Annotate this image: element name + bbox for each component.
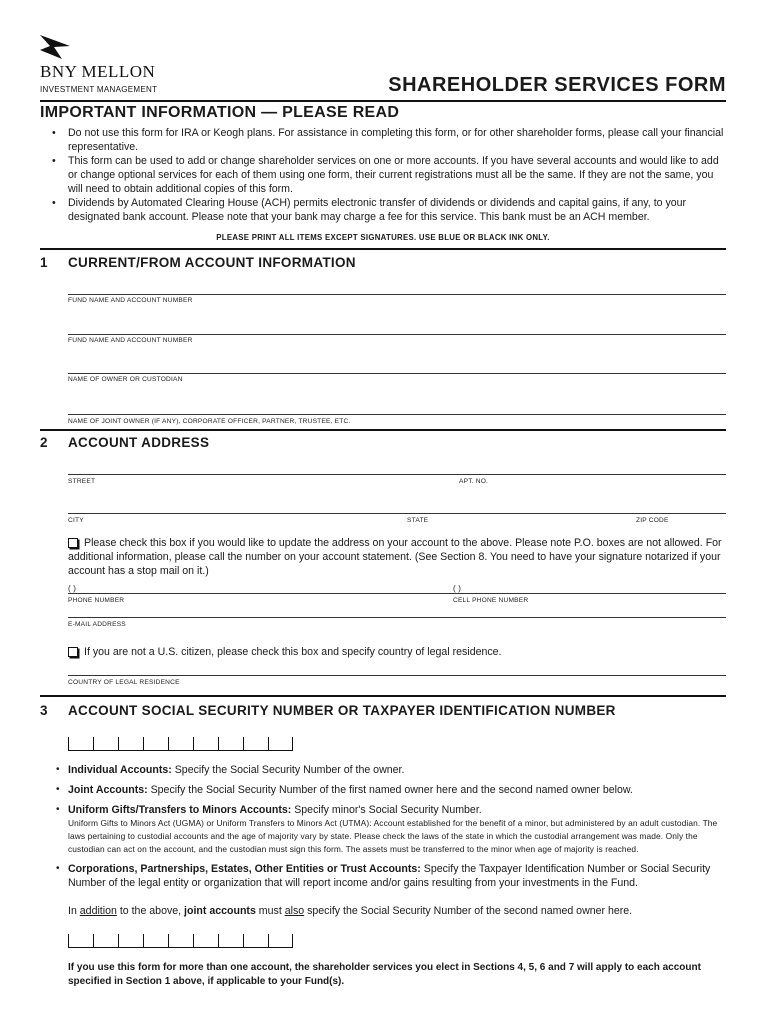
section-number: 3 bbox=[40, 703, 48, 718]
field-label: E-MAIL ADDRESS bbox=[68, 621, 126, 628]
address-update-text: Please check this box if you would like to update the address on your account to the above. Please note P.O. boxes are not allowed. For additional information, please call the number on your account statement. (See Section 8. You need to have your signature notarized if your account has a stop mail on it.) bbox=[68, 537, 722, 577]
field-label: STATE bbox=[407, 517, 429, 524]
field-label: COUNTRY OF LEGAL RESIDENCE bbox=[68, 679, 180, 686]
section-divider bbox=[40, 429, 726, 431]
owner-name-field[interactable] bbox=[68, 373, 726, 374]
list-item: • Corporations, Partnerships, Estates, Other Entities or Trust Accounts: Specify the Taxpayer Identification Number or Social Security Number of the legal entity or organization that will report income and/or gains resulting from your investments in the Fund. bbox=[56, 862, 726, 890]
field-label: NAME OF JOINT OWNER (IF ANY), CORPORATE OFFICER, PARTNER, TRUSTEE, ETC. bbox=[68, 418, 351, 425]
fund-account-2-field[interactable] bbox=[68, 334, 726, 335]
brand-subtitle: INVESTMENT MANAGEMENT bbox=[40, 85, 158, 94]
print-instructions: PLEASE PRINT ALL ITEMS EXCEPT SIGNATURES. USE BLUE OR BLACK INK ONLY. bbox=[216, 233, 550, 242]
phone-field[interactable] bbox=[68, 593, 726, 594]
joint-accounts-note: In addition to the above, joint accounts must also specify the Social Security Number of the second named owner here. bbox=[68, 905, 633, 917]
section-title: ACCOUNT ADDRESS bbox=[68, 435, 210, 450]
header-divider bbox=[40, 100, 726, 102]
section-title: CURRENT/FROM ACCOUNT INFORMATION bbox=[68, 255, 356, 270]
citizen-option bbox=[68, 645, 728, 659]
multi-account-note: If you use this form for more than one account, the shareholder services you elect in Sections 4, 5, 6 and 7 will apply to each account specified in Section 1 above, if applicable to your Fund(s). bbox=[68, 962, 701, 987]
section-title: ACCOUNT SOCIAL SECURITY NUMBER OR TAXPAYER IDENTIFICATION NUMBER bbox=[68, 703, 616, 718]
list-item: • Individual Accounts: Specify the Social Security Number of the owner. bbox=[56, 763, 726, 777]
joint-owner-field[interactable] bbox=[68, 414, 726, 415]
phone-area-code: ( ) bbox=[68, 584, 77, 593]
section-2-heading bbox=[40, 435, 209, 450]
country-field[interactable] bbox=[68, 675, 726, 676]
section-divider bbox=[40, 248, 726, 250]
important-list bbox=[52, 126, 726, 224]
section-3-heading bbox=[40, 703, 616, 718]
section-1-heading bbox=[40, 255, 356, 270]
field-label: STREET bbox=[68, 478, 96, 485]
field-label: FUND NAME AND ACCOUNT NUMBER bbox=[68, 297, 193, 304]
citizen-text: If you are not a U.S. citizen, please check this box and specify country of legal residence. bbox=[84, 646, 502, 658]
field-label: CELL PHONE NUMBER bbox=[453, 597, 529, 604]
cell-area-code: ( ) bbox=[453, 584, 462, 593]
field-label: NAME OF OWNER OR CUSTODIAN bbox=[68, 376, 183, 383]
bny-mellon-logo-icon bbox=[38, 33, 72, 61]
section-number: 1 bbox=[40, 255, 48, 270]
important-heading: IMPORTANT INFORMATION — PLEASE READ bbox=[40, 104, 400, 121]
street-field[interactable] bbox=[68, 474, 726, 475]
address-update-option bbox=[68, 536, 728, 578]
fund-account-1-field[interactable] bbox=[68, 294, 726, 295]
list-item: • Uniform Gifts/Transfers to Minors Accounts: Specify minor's Social Security Number. Uniform Gifts to Minors Act (UGMA) or Uniform Transfers to Minors Act (UTMA): Account established for the benefit of a minor, but administered by an adult custodian. The laws pertaining to custodial accounts and the age of majority vary by state. Please check the laws of the state in which the custodial arrangement was made. Only the custodian can act on the account, and the custodian must sign this form. The assets must be transferred to the minor when age of majority is reached. bbox=[56, 803, 726, 856]
field-label: PHONE NUMBER bbox=[68, 597, 125, 604]
important-bullet: • Do not use this form for IRA or Keogh plans. For assistance in completing this form, or for other shareholder forms, please call your financial representative. bbox=[52, 126, 726, 154]
section-number: 2 bbox=[40, 435, 48, 450]
brand-name: BNY MELLON bbox=[40, 62, 156, 81]
important-bullet: • Dividends by Automated Clearing House (ACH) permits electronic transfer of dividends or dividends and capital gains, if any, to your designated bank account. Please note that your bank may charge a fee for this service. This bank must be an ACH member. bbox=[52, 196, 726, 224]
address-update-checkbox[interactable] bbox=[68, 538, 78, 548]
non-citizen-checkbox[interactable] bbox=[68, 647, 78, 657]
list-item: • Joint Accounts: Specify the Social Security Number of the first named owner here and the second named owner below. bbox=[56, 783, 726, 797]
email-field[interactable] bbox=[68, 617, 726, 618]
ugma-note: Uniform Gifts to Minors Act (UGMA) or Uniform Transfers to Minors Act (UTMA): Account established for the benefit of a minor, but administered by an adult custodian. The laws pertaining to custodial accounts and the age of majority vary by state. Please check the laws of the state in which the custodial arrangement was made. Only the custodian can act on the account, and the custodian must sign this form. The assets must be transferred to the minor when age of majority is reached. bbox=[68, 818, 718, 854]
important-bullet: • This form can be used to add or change shareholder services on one or more accounts. If you have several accounts and would like to add or change optional services for each of them using one form, their current registrations must all be the same. If they are not the same, you will need to obtain additional copies of this form. bbox=[52, 154, 726, 196]
city-state-zip-field[interactable] bbox=[68, 513, 726, 514]
ssn-input-1[interactable] bbox=[68, 737, 293, 751]
ssn-input-2[interactable] bbox=[68, 934, 293, 948]
field-label: ZIP CODE bbox=[636, 517, 669, 524]
field-label: APT. NO. bbox=[459, 478, 489, 485]
form-title: SHAREHOLDER SERVICES FORM bbox=[388, 74, 726, 96]
section-divider bbox=[40, 695, 726, 697]
field-label: FUND NAME AND ACCOUNT NUMBER bbox=[68, 337, 193, 344]
ssn-instructions bbox=[56, 763, 726, 890]
field-label: CITY bbox=[68, 517, 84, 524]
